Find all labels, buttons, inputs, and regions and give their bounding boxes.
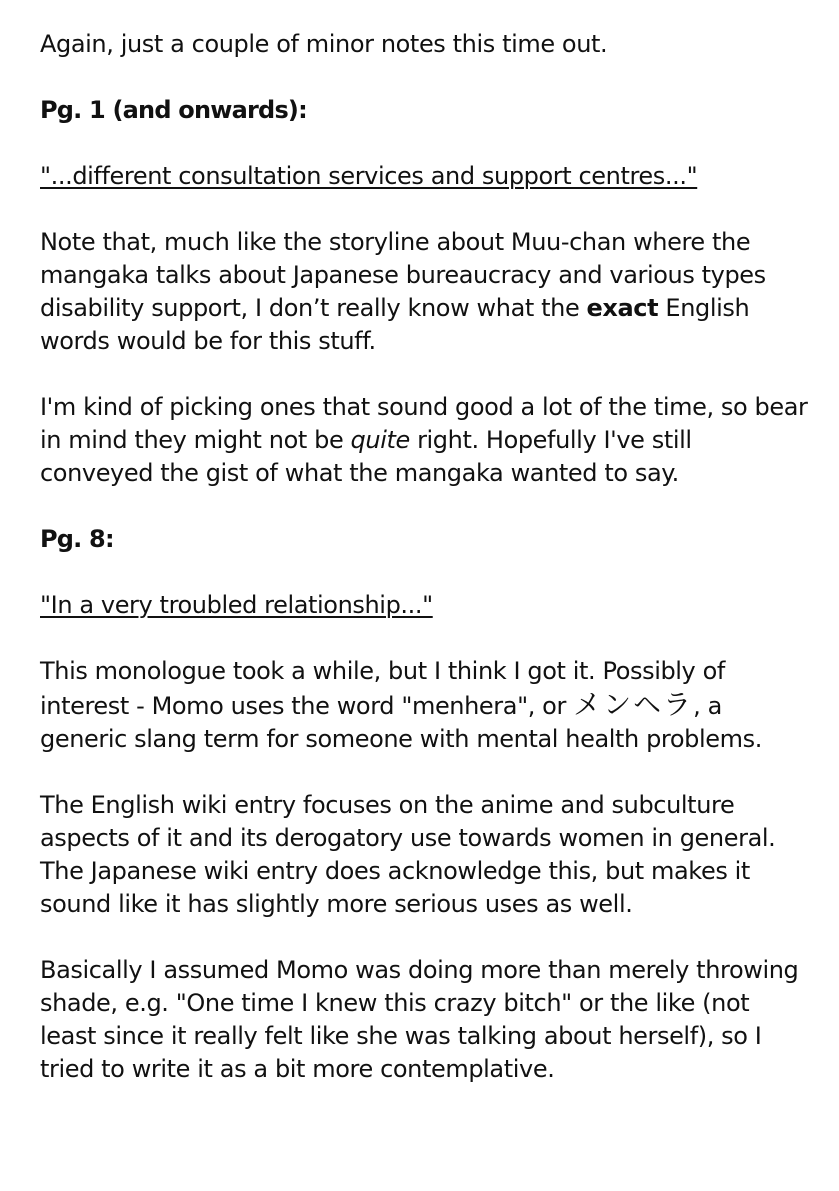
note-text: Note that, much like the storyline about Muu-chan where the mangaka talks about Japanese bureaucracy and various types disability support, I don’t really know what the <box>40 228 766 322</box>
note-paragraph: Basically I assumed Momo was doing more than merely throwing shade, e.g. "One time I knew this crazy bitch" or the like (not least since it really felt like she was talking about herself), so I tried to write it as a bit more contemplative. <box>40 956 799 1083</box>
translation-notes-page <box>40 28 810 1119</box>
note-paragraph: The English wiki entry focuses on the anime and subculture aspects of it and its derogatory use towards women in general. The Japanese wiki entry does acknowledge this, but makes it sound like it has slightly more serious uses as well. <box>40 791 776 918</box>
quoted-line-text: "...different consultation services and support centres..." <box>40 162 698 190</box>
emphasis-bold: exact <box>586 294 659 322</box>
note-paragraph <box>40 655 810 756</box>
emphasis-italic: quite <box>350 426 410 454</box>
section-pg8 <box>40 523 810 1086</box>
note-text: , a generic slang term for someone with mental health problems. <box>40 692 762 753</box>
katakana-term: メンヘラ <box>573 688 694 721</box>
intro-text: Again, just a couple of minor notes this time out. <box>40 30 608 58</box>
note-text: I'm kind of picking ones that sound good a lot of the time, so bear in mind they might not be <box>40 393 808 454</box>
note-text: This monologue took a while, but I think I got it. Possibly of interest - Momo uses the word "menhera", or <box>40 657 725 720</box>
quoted-line-text: "In a very troubled relationship..." <box>40 591 433 619</box>
note-text: right. Hopefully I've still conveyed the gist of what the mangaka wanted to say. <box>40 426 692 487</box>
note-paragraph <box>40 226 810 358</box>
quoted-line <box>40 160 810 193</box>
section-pg1 <box>40 94 810 490</box>
quoted-line <box>40 589 810 622</box>
section-heading: Pg. 1 (and onwards): <box>40 96 307 124</box>
note-text: English words would be for this stuff. <box>40 294 750 355</box>
note-paragraph <box>40 391 810 490</box>
section-heading: Pg. 8: <box>40 525 114 553</box>
